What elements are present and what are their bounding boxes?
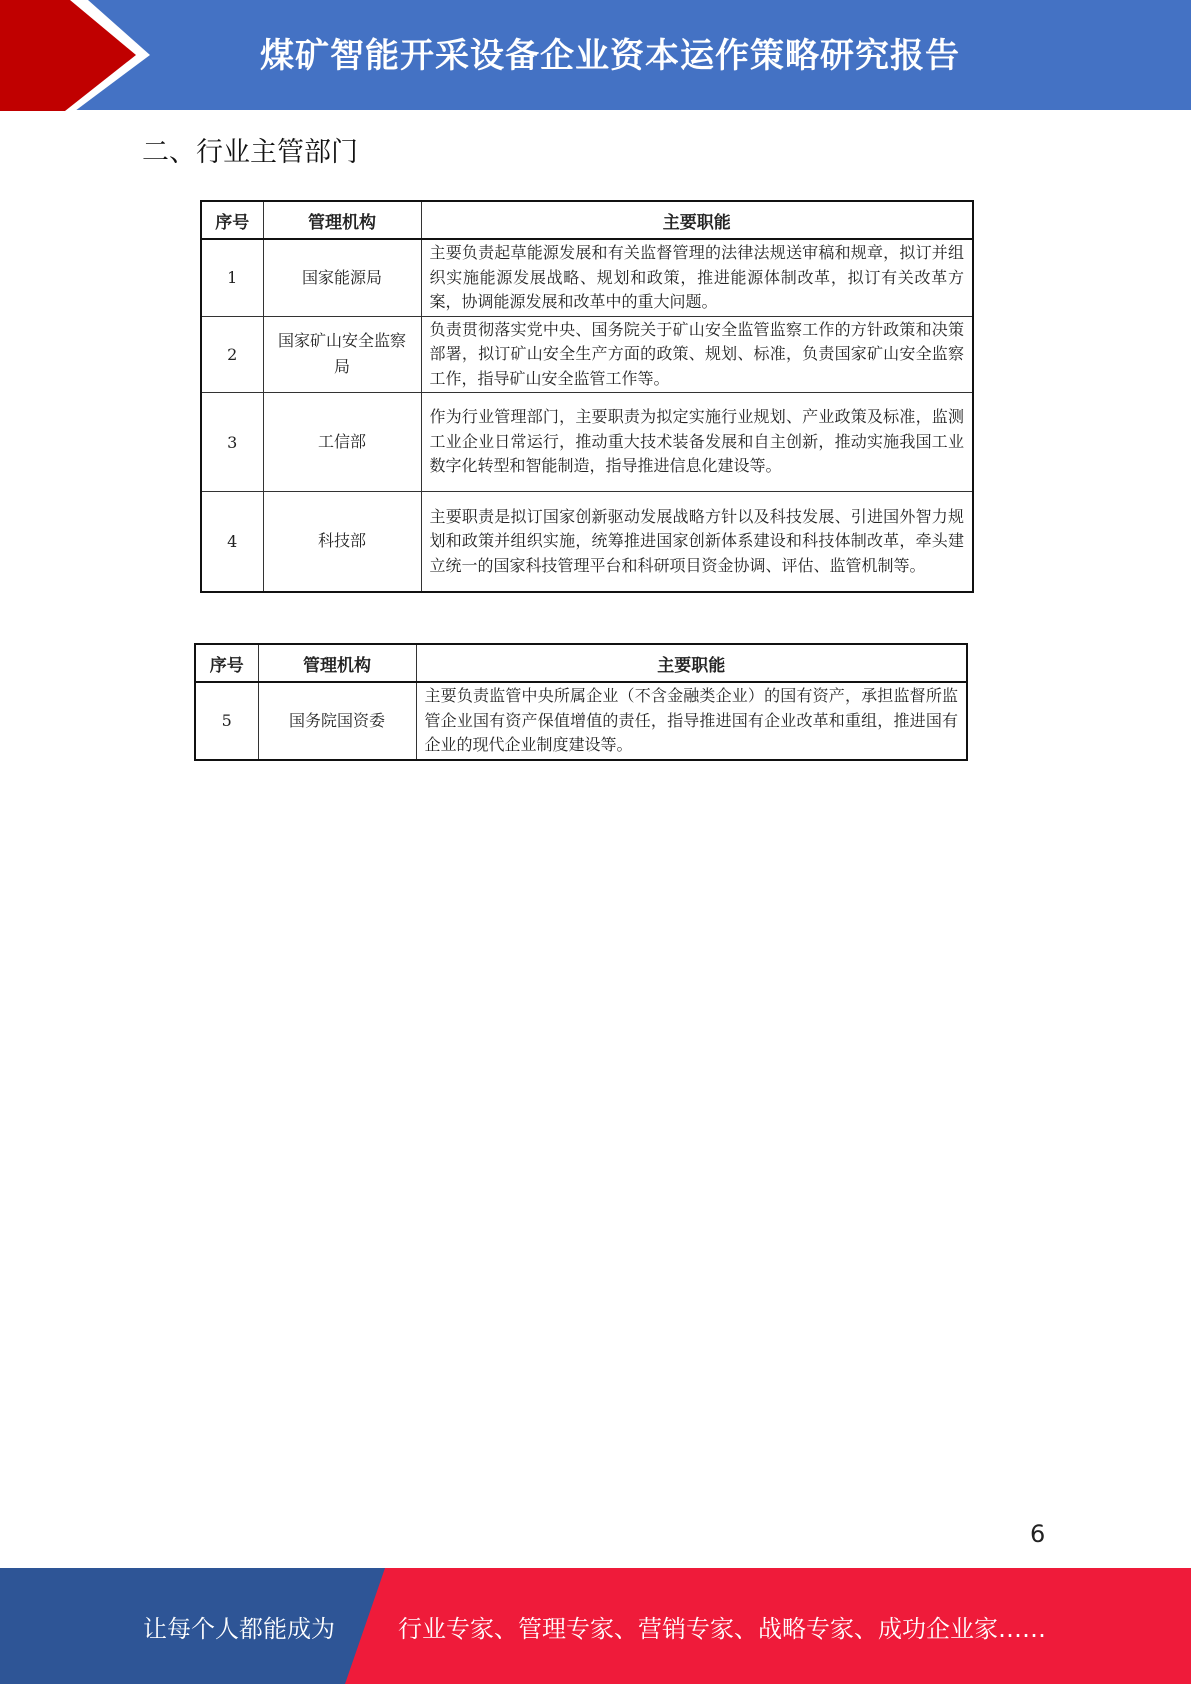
table-row bbox=[195, 682, 967, 760]
row-functions: 主要负责起草能源发展和有关监督管理的法律法规送审稿和规章，拟订并组织实施能源发展战略、规划和政策，推进能源体制改革，拟订有关改革方案，协调能源发展和改革中的重大问题。 bbox=[421, 239, 973, 316]
row-functions: 主要职责是拟订国家创新驱动发展战略方针以及科技发展、引进国外智力规划和政策并组织实施，统筹推进国家创新体系建设和科技体制改革，牵头建立统一的国家科技管理平台和科研项目资金协调、评估、监管机制等。 bbox=[421, 492, 973, 592]
row-functions: 作为行业管理部门，主要职责为拟定实施行业规划、产业政策及标准，监测工业企业日常运行，推动重大技术装备发展和自主创新，推动实施我国工业数字化转型和智能制造，指导推进信息化建设等。 bbox=[421, 393, 973, 492]
row-serial: 3 bbox=[201, 393, 263, 492]
row-serial: 4 bbox=[201, 492, 263, 592]
section-heading: 二、行业主管部门 bbox=[142, 137, 358, 168]
row-agency: 国家能源局 bbox=[263, 239, 421, 316]
row-agency: 科技部 bbox=[263, 492, 421, 592]
row-agency: 国家矿山安全监察局 bbox=[263, 316, 421, 393]
row-agency: 工信部 bbox=[263, 393, 421, 492]
header-title: 煤矿智能开采设备企业资本运作策略研究报告 bbox=[260, 35, 960, 76]
page-number: 6 bbox=[1030, 1520, 1046, 1548]
table-header-row bbox=[195, 644, 967, 682]
authority-table-2 bbox=[194, 643, 968, 761]
row-serial: 1 bbox=[201, 239, 263, 316]
row-serial: 2 bbox=[201, 316, 263, 393]
authority-table-1 bbox=[200, 200, 974, 593]
table-row bbox=[201, 492, 973, 592]
header-agency: 管理机构 bbox=[258, 644, 416, 682]
table-row bbox=[201, 316, 973, 393]
header-serial: 序号 bbox=[195, 644, 258, 682]
footer-slogan-left: 让每个人都能成为 bbox=[143, 1614, 335, 1643]
page-header bbox=[0, 0, 1191, 111]
page-footer bbox=[0, 1568, 1191, 1684]
header-agency: 管理机构 bbox=[263, 201, 421, 239]
row-agency: 国务院国资委 bbox=[258, 682, 416, 760]
header-functions: 主要职能 bbox=[416, 644, 967, 682]
row-serial: 5 bbox=[195, 682, 258, 760]
table-header-row bbox=[201, 201, 973, 239]
footer-slogan-right: 行业专家、管理专家、营销专家、战略专家、成功企业家…… bbox=[398, 1614, 1046, 1643]
table-row bbox=[201, 393, 973, 492]
row-functions: 主要负责监管中央所属企业（不含金融类企业）的国有资产，承担监督所监管企业国有资产保值增值的责任，指导推进国有企业改革和重组，推进国有企业的现代企业制度建设等。 bbox=[416, 682, 967, 760]
header-functions: 主要职能 bbox=[421, 201, 973, 239]
row-functions: 负责贯彻落实党中央、国务院关于矿山安全监管监察工作的方针政策和决策部署，拟订矿山安全生产方面的政策、规划、标准，负责国家矿山安全监察工作，指导矿山安全监管工作等。 bbox=[421, 316, 973, 393]
header-serial: 序号 bbox=[201, 201, 263, 239]
table-row bbox=[201, 239, 973, 316]
